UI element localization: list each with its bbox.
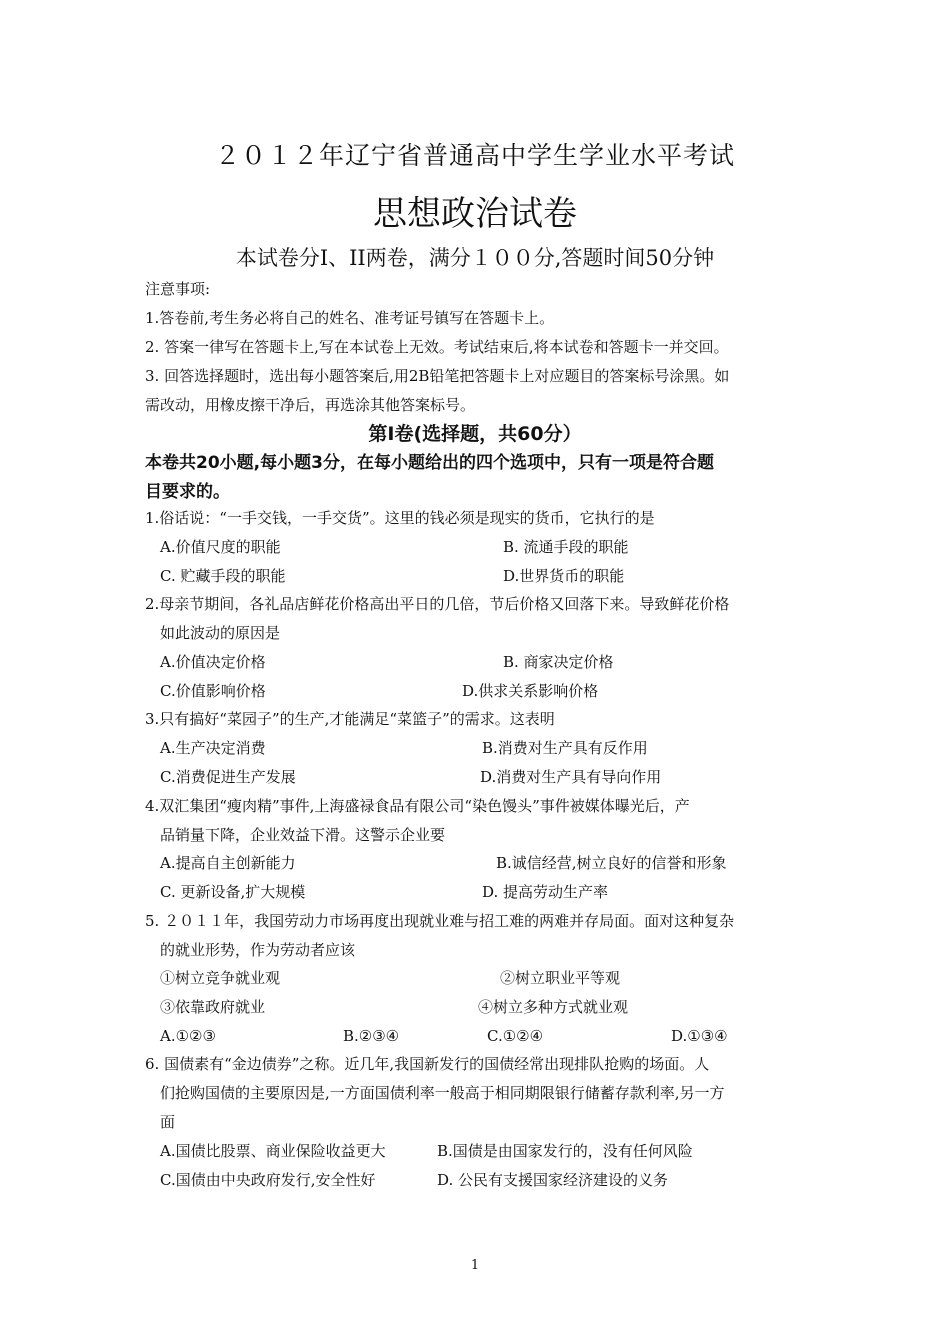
note-1: 1.答卷前,考生务必将自己的姓名、准考证号镇写在答题卡上。	[145, 309, 555, 327]
question-6-option-d: D. 公民有支援国家经济建设的义务	[437, 1171, 669, 1189]
subject-title: 思想政治试卷	[373, 194, 577, 234]
question-5-option-a: A.①②③	[160, 1027, 216, 1045]
exam-info: 本试卷分Ⅰ、II两卷，满分１００分,答题时间50分钟	[235, 246, 715, 270]
question-5-option-d: D.①③④	[671, 1027, 728, 1045]
question-5-option-b: B.②③④	[343, 1027, 400, 1045]
question-1-stem: 1.俗话说：“一手交钱，一手交货”。这里的钱必须是现实的货币，它执行的是	[145, 509, 655, 527]
page-number: 1	[470, 1258, 480, 1273]
note-2: 2. 答案一律写在答题卡上,写在本试卷上无效。考试结束后,将本试卷和答题卡一并交回。	[145, 338, 729, 356]
question-1-option-d: D.世界货币的职能	[503, 567, 625, 585]
question-5-option-c: C.①②④	[487, 1027, 544, 1045]
question-4-option-b: B.诚信经营,树立良好的信誉和形象	[496, 854, 727, 872]
question-5-stem-line-1: 5. ２０１１年，我国劳动力市场再度出现就业难与招工难的两难并存局面。面对这种复杂	[145, 912, 735, 930]
section-title: 第Ⅰ卷(选择题，共60分）	[368, 423, 582, 445]
question-2-stem-line-1: 2.母亲节期间，各礼品店鲜花价格高出平日的几倍，节后价格又回落下来。导致鲜花价格	[145, 595, 730, 613]
note-3-line-2: 需改动，用橡皮擦干净后，再选涂其他答案标号。	[145, 396, 476, 414]
question-1-option-a: A.价值尺度的职能	[160, 538, 281, 556]
question-6-stem-line-1: 6. 国债素有“金边债券”之称。近几年,我国新发行的国债经常出现排队抢购的场面。人	[145, 1055, 710, 1073]
question-5-item-1: ①树立竞争就业观	[160, 969, 281, 987]
question-2-option-d: D.供求关系影响价格	[462, 682, 599, 700]
question-6-stem-line-3: 面	[160, 1113, 176, 1131]
question-6-option-c: C.国债由中央政府发行,安全性好	[160, 1171, 376, 1189]
question-5-item-4: ④树立多种方式就业观	[478, 998, 629, 1016]
question-3-stem: 3.只有搞好“菜园子”的生产,才能满足“菜篮子”的需求。这表明	[145, 710, 555, 728]
question-3-option-a: A.生产决定消费	[160, 739, 266, 757]
question-1-option-b: B. 流通手段的职能	[503, 538, 629, 556]
note-3-line-1: 3. 回答选择题时，选出每小题答案后,用2B铅笔把答题卡上对应题目的答案标号涂黑。如	[145, 367, 730, 385]
question-2-option-a: A.价值决定价格	[160, 653, 266, 671]
question-1-option-c: C. 贮藏手段的职能	[160, 567, 286, 585]
section-instruction-line-2: 目要求的。	[145, 482, 230, 502]
question-4-stem-line-2: 品销量下降，企业效益下滑。这警示企业要	[160, 826, 446, 844]
notes-heading: 注意事项:	[145, 280, 211, 298]
question-4-option-d: D. 提高劳动生产率	[482, 883, 609, 901]
question-6-option-a: A.国债比股票、商业保险收益更大	[160, 1142, 386, 1160]
question-3-option-b: B.消费对生产具有反作用	[482, 739, 648, 757]
question-4-option-a: A.提高自主创新能力	[160, 854, 296, 872]
question-4-option-c: C. 更新设备,扩大规模	[160, 883, 306, 901]
question-2-option-b: B. 商家决定价格	[503, 653, 614, 671]
exam-title: ２０１２年辽宁省普通高中学生学业水平考试	[214, 141, 735, 170]
question-3-option-c: C.消费促进生产发展	[160, 768, 296, 786]
question-6-stem-line-2: 们抢购国债的主要原因是,一方面国债利率一般高于相同期限银行储蓄存款利率,另一方	[160, 1084, 725, 1102]
question-6-option-b: B.国债是由国家发行的，没有任何风险	[437, 1142, 693, 1160]
question-5-item-3: ③依靠政府就业	[160, 998, 266, 1016]
question-2-stem-line-2: 如此波动的原因是	[160, 624, 281, 642]
section-instruction-line-1: 本卷共20小题,每小题3分，在每小题给出的四个选项中，只有一项是符合题	[145, 453, 714, 473]
question-4-stem-line-1: 4.双汇集团“瘦肉精”事件,上海盛禄食品有限公司“染色馒头”事件被媒体曝光后，产	[145, 797, 690, 815]
question-2-option-c: C.价值影响价格	[160, 682, 266, 700]
question-5-stem-line-2: 的就业形势，作为劳动者应该	[160, 941, 356, 959]
question-5-item-2: ②树立职业平等观	[500, 969, 621, 987]
question-3-option-d: D.消费对生产具有导向作用	[480, 768, 662, 786]
